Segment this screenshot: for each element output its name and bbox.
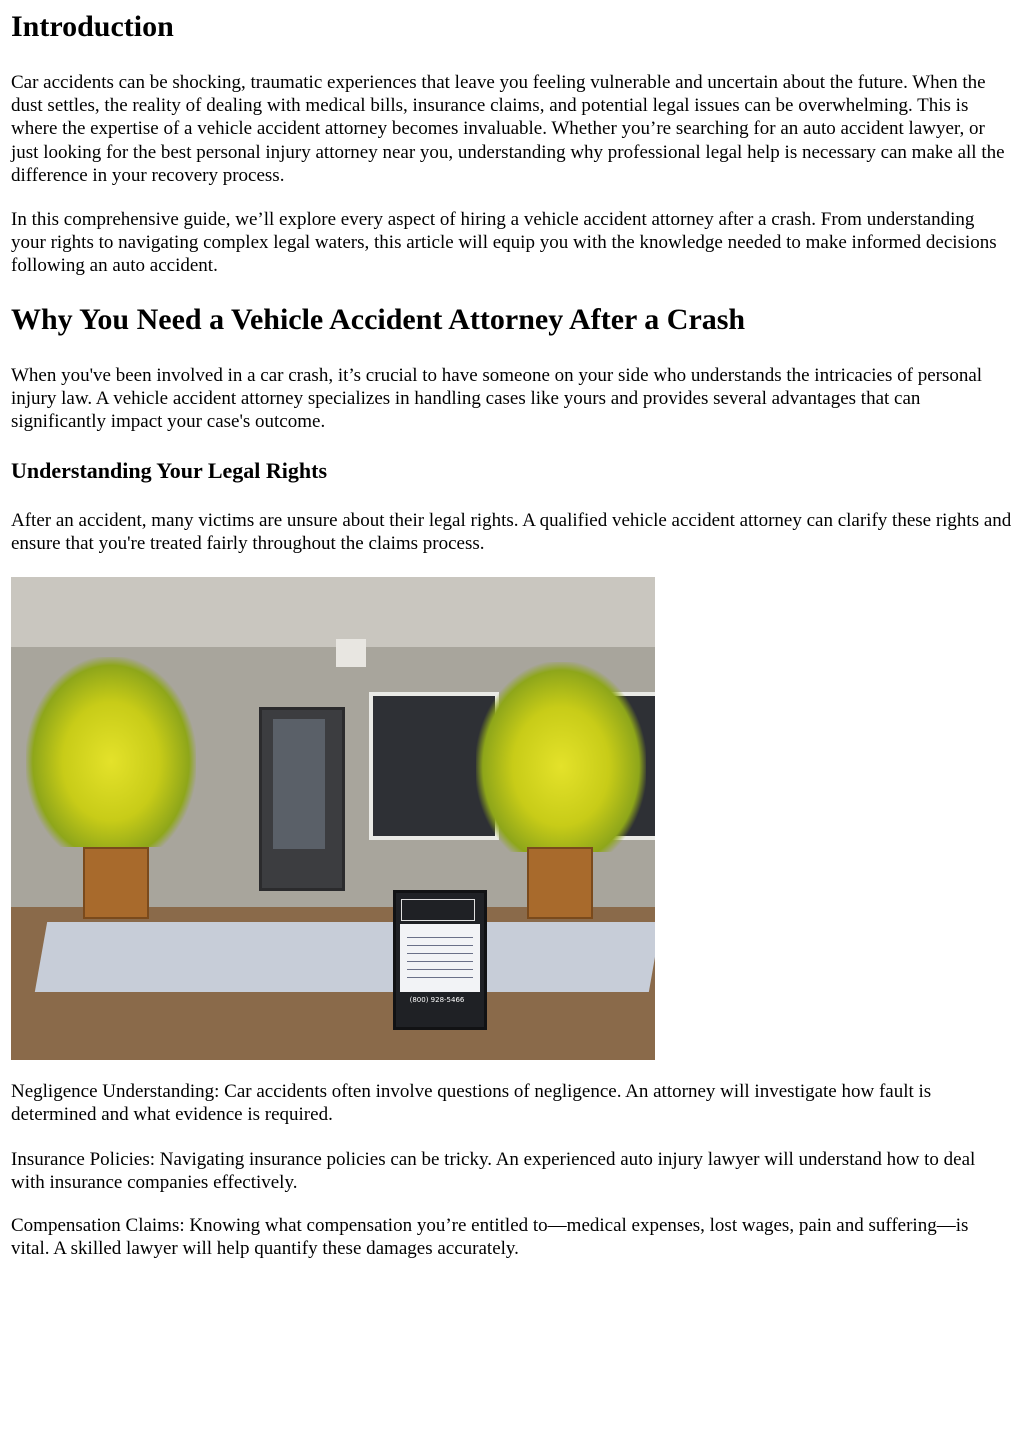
why-paragraph: When you've been involved in a car crash, it’s crucial to have someone on your side who understands the intricacies of personal injury law. A vehicle accident attorney specializes in handling cases like yours and provides several advantages that can significantly impact your case's outcome. <box>11 365 983 433</box>
insurance-point: Insurance Policies: Navigating insurance policies can be tricky. An experienced auto injury lawyer will understand how to deal with insurance companies effectively. <box>11 1149 976 1194</box>
negligence-point: Negligence Understanding: Car accidents often involve questions of negligence. An attorney will investigate how fault is determined and what evidence is required. <box>11 1081 932 1126</box>
office-storefront-photo <box>11 577 655 1060</box>
photo-sign-phone: (800) 928-5466 <box>409 996 465 1004</box>
photo-planter-left <box>83 847 149 919</box>
photo-floor-mat <box>35 922 655 992</box>
compensation-point: Compensation Claims: Knowing what compensation you’re entitled to—medical expenses, lost wages, pain and suffering—is vital. A skilled lawyer will help quantify these damages accurately. <box>11 1215 969 1260</box>
photo-planter-right <box>527 847 593 919</box>
photo-palm-left <box>26 657 196 847</box>
photo-palm-right <box>476 662 646 852</box>
intro-paragraph-1: Car accidents can be shocking, traumatic experiences that leave you feeling vulnerable and uncertain about the future. When the dust settles, the reality of dealing with medical bills, insurance claims, and potential legal issues can be overwhelming. This is where the expertise of a vehicle accident attorney becomes invaluable. Whether you’re searching for an auto accident lawyer, or just looking for the best personal injury attorney near you, understanding why professional legal help is necessary can make all the difference in your recovery process. <box>11 72 1005 186</box>
intro-paragraph-2: In this comprehensive guide, we’ll explore every aspect of hiring a vehicle accident attorney after a crash. From understanding your rights to navigating complex legal waters, this article will equip you with the knowledge needed to make informed decisions following an auto accident. <box>11 209 997 277</box>
legal-rights-paragraph: After an accident, many victims are unsure about their legal rights. A qualified vehicle accident attorney can clarify these rights and ensure that you're treated fairly throughout the claims process. <box>11 510 1012 555</box>
photo-sign-text-lines <box>407 933 473 985</box>
why-heading: Why You Need a Vehicle Accident Attorney After a Crash <box>11 303 746 336</box>
introduction-heading: Introduction <box>11 10 174 43</box>
photo-door-glass <box>273 719 325 849</box>
photo-upper-wall <box>11 577 655 647</box>
legal-rights-heading: Understanding Your Legal Rights <box>11 458 328 483</box>
photo-sign-logo <box>401 899 475 921</box>
photo-wall-lamp <box>336 639 366 667</box>
